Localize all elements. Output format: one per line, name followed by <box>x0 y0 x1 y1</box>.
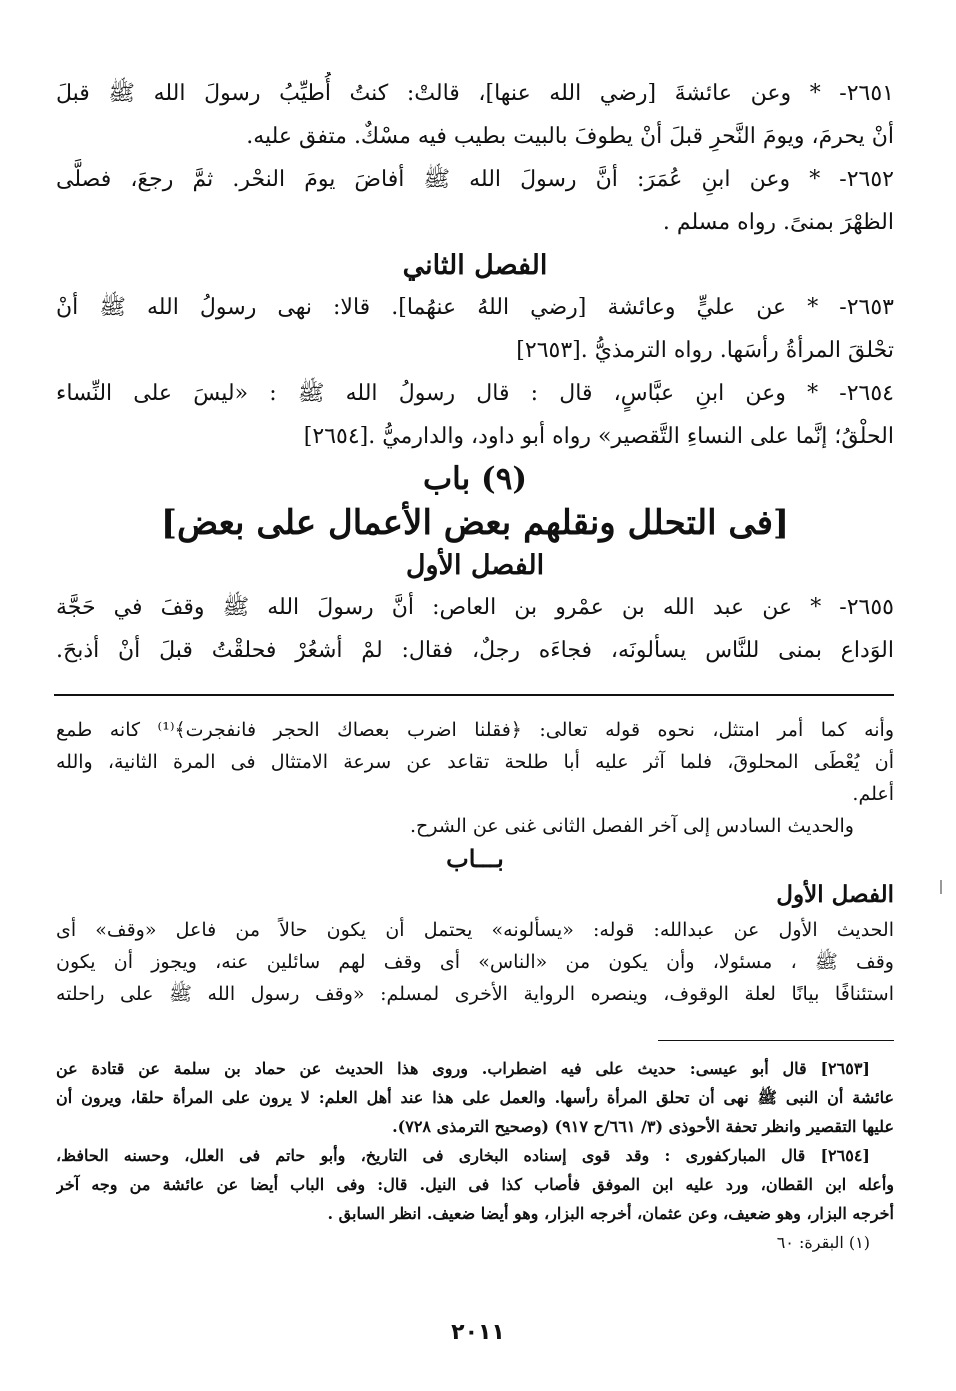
footnote-1 <box>56 1228 894 1257</box>
text-line: الحديث الأول عن عبدالله: قوله: «يسألونه» يحتمل أن يكون حالاً من فاعل «وقف» أى <box>56 919 894 941</box>
chapter-number: (٩) باب <box>422 461 528 497</box>
text-line: والحديث السادس إلى آخر الفصل الثانى غنى عن الشرح. <box>410 815 854 837</box>
divider-rule <box>54 694 894 696</box>
section-heading-second: الفصل الثاني <box>402 250 548 281</box>
hadith-2654 <box>56 372 894 458</box>
commentary-paragraph <box>56 810 894 842</box>
text-line: أن يُعْطَى المحلوقَ، فلما آثر عليه أبا طلحة تقاعد عن سرعة الامتثال فى المرة الثانية، والله <box>56 751 894 773</box>
text-line: أنْ يحرمَ، ويومَ النَّحرِ قبلَ أنْ يطوفَ بالبيت بطيب فيه مسْكٌ. متفق عليه. <box>246 124 894 149</box>
commentary-block <box>56 714 894 1010</box>
footnote-rule <box>658 1040 894 1041</box>
text-line: الوَداع بمنى للنَّاس يسألونَه، فجاءَه رجلٌ، فقال: لمْ أشعُرْ فحلقْتُ قبلَ أنْ أذبحَ. <box>56 638 894 663</box>
commentary-section-heading: الفصل الأول <box>776 881 894 908</box>
text-line: الحلْقُ؛ إنَّما على النساءِ التَّقصير» رواه أبو داود، والدارميُّ .[٢٦٥٤] <box>303 424 894 449</box>
section-heading-first: الفصل الأول <box>405 550 545 581</box>
hadith-2655 <box>56 586 894 672</box>
footnotes-block <box>56 1054 894 1257</box>
text-line: [٢٦٥٣] قال أبو عيسى: حديث على فيه اضطراب. وروى هذا الحديث عن حماد بن سلمة عن قتادة عن <box>56 1059 870 1078</box>
text-line: وأعله ابن القطان، ورد عليه ابن الموفق فأصاب كذا فى النيل. قال: وفى الباب أيضا عن عائشة من وجه آخر <box>56 1175 894 1194</box>
text-line: عليها التقصير وانظر تحفة الأحوذى (٣/ ٦٦١/ح ٩١٧) (وصحيح الترمذى ٧٢٨). <box>392 1117 894 1136</box>
text-line: ٢٦٥٢- * وعن ابنِ عُمَرَ: أنَّ رسولَ الله ﷺ أفاضَ يومَ النحْر. ثمَّ رجعَ، فصلَّى <box>56 167 894 192</box>
text-line: تحْلقَ المرأةُ رأسَها. رواه الترمذيُّ .[٢٦٥٣] <box>516 338 894 363</box>
hadith-2652 <box>56 158 894 244</box>
footnote-2654 <box>56 1141 894 1228</box>
hadith-2653 <box>56 286 894 372</box>
text-line: ٢٦٥٥- * عن عبد الله بن عمْرو بن العاص: أنَّ رسولَ الله ﷺ وقفَ في حَجَّة <box>56 595 894 620</box>
text-line: عائشة أن النبى ﷺ نهى أن تحلق المرأة رأسها. والعمل على هذا عند أهل العلم: لا يرون على المرأة حلقا، ويرون أن <box>56 1088 894 1107</box>
text-line: وقف ﷺ ، مسئولا، وأن يكون من «الناس» أى وقف لهم سائلين عنه، ويجوز أن يكون <box>56 951 894 973</box>
text-line: ٢٦٥١- * وعن عائشةَ [رضي الله عنها]، قالتْ: كنتُ أُطيِّبُ رسولَ الله ﷺ قبلَ <box>56 81 894 106</box>
text-line: الظهْرَ بمنىً. رواه مسلم . <box>662 210 894 235</box>
footnote-2653 <box>56 1054 894 1141</box>
commentary-bab-heading: بـــاب <box>446 844 504 873</box>
text-line: وأنه كما أمر امتثل، نحوه قوله تعالى: ﴿فقلنا اضرب بعصاك الحجر فانفجرت﴾⁽¹⁾ كانه طمع <box>56 719 894 741</box>
chapter-title: [فى التحلل ونقلهم بعض الأعمال على بعض] <box>160 503 790 543</box>
text-line: أعلم. <box>852 783 894 805</box>
text-line: (١) البقرة: ٦٠ <box>776 1233 870 1252</box>
text-line: [٢٦٥٤] قال المباركفورى : وقد قوى إسناده البخارى فى التاريخ، وأبو حاتم فى العلل، وحسنه الحافظ، <box>56 1146 870 1165</box>
text-line: ٢٦٥٤- * وعن ابنِ عبَّاسٍ، قال : قال رسولُ الله ﷺ : «ليسَ على النِّساء <box>56 381 894 406</box>
text-line: ٢٦٥٣- * عن عليٍّ وعائشة [رضي اللهُ عنهُما]. قالا: نهى رسولُ الله ﷺ أنْ <box>56 295 894 320</box>
text-line: أخرجه البزار، وهو ضعيف، وعن عثمان، أخرجه البزار، وهو أيضا ضعيف. انظر السابق . <box>327 1204 894 1223</box>
hadith-2651 <box>56 72 894 158</box>
commentary-paragraph <box>56 914 894 1010</box>
margin-mark <box>940 880 942 894</box>
page-number: ٢٠١١ <box>451 1320 505 1345</box>
commentary-paragraph <box>56 714 894 810</box>
hadith-block <box>56 72 894 672</box>
text-line: استئنافًا بيانًا لعلة الوقوف، وينصره الرواية الأخرى لمسلم: «وقف رسول الله ﷺ على راحلته <box>56 983 894 1005</box>
